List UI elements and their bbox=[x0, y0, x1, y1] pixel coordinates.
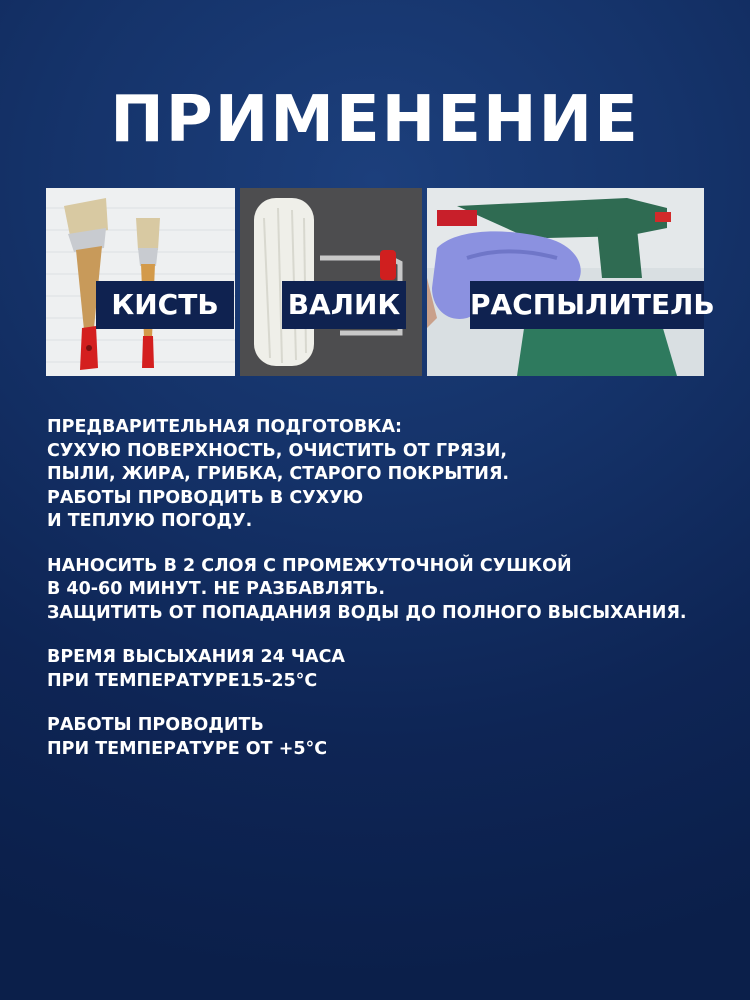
instruction-line: РАБОТЫ ПРОВОДИТЬ bbox=[47, 715, 264, 735]
instruction-paragraph-application bbox=[47, 555, 727, 626]
instruction-line: РАБОТЫ ПРОВОДИТЬ В СУХУЮ bbox=[47, 487, 364, 508]
method-label-sprayer: РАСПЫЛИТЕЛЬ bbox=[470, 281, 704, 329]
page-title: ПРИМЕНЕНИЕ bbox=[110, 83, 640, 157]
instruction-line: В 40-60 МИНУТ. НЕ РАЗБАВЛЯТЬ. bbox=[47, 579, 386, 599]
instruction-line: НАНОСИТЬ В 2 СЛОЯ С ПРОМЕЖУТОЧНОЙ СУШКОЙ bbox=[47, 555, 572, 576]
instruction-paragraph-drying bbox=[47, 646, 727, 693]
instruction-line: СУХУЮ ПОВЕРХНОСТЬ, ОЧИСТИТЬ ОТ ГРЯЗИ, bbox=[47, 440, 508, 461]
instruction-line: ПРЕДВАРИТЕЛЬНАЯ ПОДГОТОВКА: bbox=[47, 417, 403, 437]
instruction-line: И ТЕПЛУЮ ПОГОДУ. bbox=[47, 511, 253, 531]
method-label-roller: ВАЛИК bbox=[282, 281, 406, 329]
instruction-line: ВРЕМЯ ВЫСЫХАНИЯ 24 ЧАСА bbox=[47, 647, 345, 667]
instructions-block bbox=[47, 416, 727, 782]
instruction-line: ЗАЩИТИТЬ ОТ ПОПАДАНИЯ ВОДЫ ДО ПОЛНОГО ВЫСЫХАНИЯ. bbox=[47, 602, 687, 623]
method-label-brush: КИСТЬ bbox=[96, 281, 234, 329]
instruction-paragraph-preparation bbox=[47, 416, 727, 534]
instruction-paragraph-temperature bbox=[47, 714, 727, 761]
instruction-line: ПРИ ТЕМПЕРАТУРЕ15-25°С bbox=[47, 670, 318, 691]
instruction-line: ПРИ ТЕМПЕРАТУРЕ ОТ +5°С bbox=[47, 738, 328, 759]
instruction-line: ПЫЛИ, ЖИРА, ГРИБКА, СТАРОГО ПОКРЫТИЯ. bbox=[47, 464, 510, 484]
